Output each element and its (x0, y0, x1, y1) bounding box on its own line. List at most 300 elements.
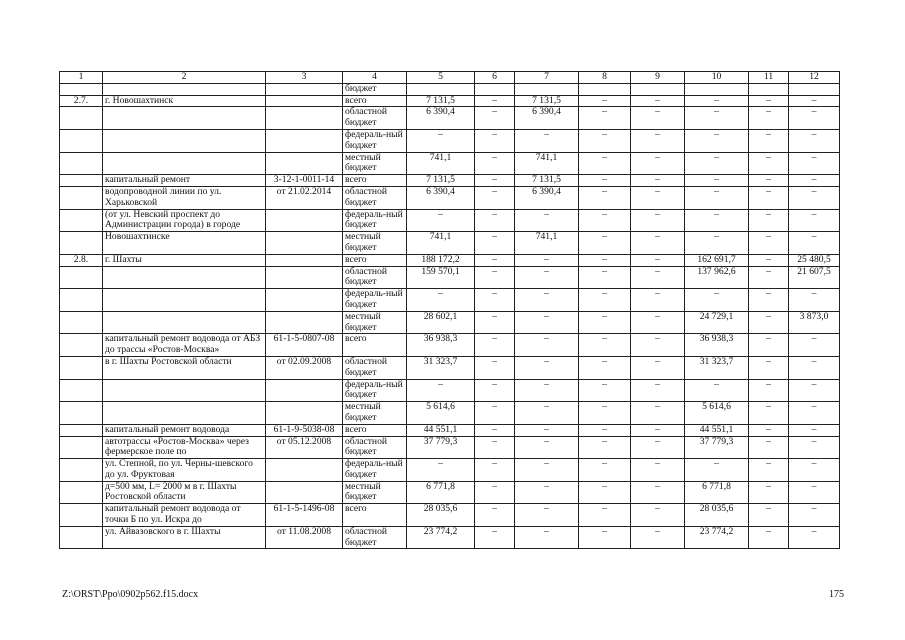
registration-number: 61-1-5-0807-08 (266, 334, 343, 357)
col-11-value: – (749, 526, 789, 549)
col-12-value: – (789, 107, 840, 130)
col-11-value: – (749, 129, 789, 152)
total-amount: 159 570,1 (407, 266, 475, 289)
col-7-value: – (515, 436, 579, 459)
col-11-value: – (749, 356, 789, 379)
col-number: 6 (475, 72, 515, 84)
col-12-value: – (789, 459, 840, 482)
item-number (60, 526, 103, 549)
col-8-value (579, 83, 631, 95)
registration-number (266, 459, 343, 482)
registration-number (266, 232, 343, 255)
col-6-value: – (475, 334, 515, 357)
col-12-value: – (789, 402, 840, 425)
item-number (60, 481, 103, 504)
col-9-value: – (631, 129, 685, 152)
col-7-value: – (515, 402, 579, 425)
object-name: г. Шахты (103, 254, 266, 266)
col-10-value: 137 962,6 (685, 266, 749, 289)
registration-number (266, 107, 343, 130)
table-row (60, 83, 840, 95)
col-12-value: – (789, 379, 840, 402)
registration-number: 61-1-5-1496-08 (266, 504, 343, 527)
col-12-value: 21 607,5 (789, 266, 840, 289)
total-amount: – (407, 379, 475, 402)
col-6-value: – (475, 481, 515, 504)
item-number (60, 334, 103, 357)
item-number (60, 209, 103, 232)
registration-number (266, 129, 343, 152)
col-7-value: – (515, 424, 579, 436)
item-number (60, 289, 103, 312)
col-9-value: – (631, 356, 685, 379)
col-8-value: – (579, 424, 631, 436)
funding-source: местный бюджет (343, 481, 407, 504)
funding-source: областной бюджет (343, 186, 407, 209)
col-12-value: – (789, 129, 840, 152)
funding-source: областной бюджет (343, 107, 407, 130)
col-7-value: 741,1 (515, 232, 579, 255)
col-10-value: – (685, 379, 749, 402)
col-7-value: – (515, 481, 579, 504)
col-7-value: 7 131,5 (515, 95, 579, 107)
col-11-value (749, 83, 789, 95)
registration-number (266, 379, 343, 402)
funding-source: всего (343, 424, 407, 436)
col-11-value: – (749, 379, 789, 402)
col-7-value: – (515, 289, 579, 312)
object-name: водопроводной линии по ул. Харьковской (103, 186, 266, 209)
col-9-value: – (631, 424, 685, 436)
col-9-value: – (631, 402, 685, 425)
object-name: (от ул. Невский проспект до Администрации города) в городе (103, 209, 266, 232)
table-row (60, 175, 840, 187)
table-row (60, 254, 840, 266)
item-number (60, 83, 103, 95)
col-11-value: – (749, 152, 789, 175)
item-number (60, 459, 103, 482)
col-11-value: – (749, 107, 789, 130)
total-amount: 741,1 (407, 152, 475, 175)
object-name: г. Новошахтинск (103, 95, 266, 107)
item-number (60, 232, 103, 255)
total-amount: – (407, 129, 475, 152)
col-10-value: 5 614,6 (685, 402, 749, 425)
col-10-value: 31 323,7 (685, 356, 749, 379)
table-row (60, 311, 840, 334)
col-9-value: – (631, 107, 685, 130)
col-11-value: – (749, 402, 789, 425)
object-name (103, 152, 266, 175)
col-11-value: – (749, 334, 789, 357)
table-row (60, 107, 840, 130)
funding-source: федераль-ный бюджет (343, 459, 407, 482)
funding-source: областной бюджет (343, 526, 407, 549)
item-number (60, 424, 103, 436)
funding-source: местный бюджет (343, 232, 407, 255)
col-8-value: – (579, 107, 631, 130)
object-name: Новошахтинске (103, 232, 266, 255)
col-11-value: – (749, 459, 789, 482)
object-name: д=500 мм, L= 2000 м в г. Шахты Ростовской области (103, 481, 266, 504)
col-7-value: – (515, 459, 579, 482)
funding-source: всего (343, 334, 407, 357)
object-name (103, 107, 266, 130)
col-6-value: – (475, 424, 515, 436)
object-name: капитальный ремонт водовода от точки Б по ул. Искра до (103, 504, 266, 527)
registration-number (266, 152, 343, 175)
table-row (60, 334, 840, 357)
col-12-value: – (789, 186, 840, 209)
col-8-value: – (579, 356, 631, 379)
col-11-value: – (749, 254, 789, 266)
funding-source: федераль-ный бюджет (343, 129, 407, 152)
col-10-value: – (685, 107, 749, 130)
col-6-value: – (475, 129, 515, 152)
registration-number (266, 266, 343, 289)
object-name: в г. Шахты Ростовской области (103, 356, 266, 379)
col-12-value (789, 83, 840, 95)
col-9-value: – (631, 152, 685, 175)
total-amount: – (407, 209, 475, 232)
object-name (103, 289, 266, 312)
registration-number (266, 289, 343, 312)
col-8-value: – (579, 266, 631, 289)
col-number: 1 (60, 72, 103, 84)
registration-number (266, 481, 343, 504)
item-number: 2.8. (60, 254, 103, 266)
col-number: 7 (515, 72, 579, 84)
total-amount: 37 779,3 (407, 436, 475, 459)
funding-source: всего (343, 254, 407, 266)
col-11-value: – (749, 95, 789, 107)
col-12-value: – (789, 481, 840, 504)
item-number (60, 266, 103, 289)
col-10-value: – (685, 289, 749, 312)
col-11-value: – (749, 186, 789, 209)
table-row (60, 402, 840, 425)
col-9-value: – (631, 266, 685, 289)
page-number: 175 (829, 589, 844, 600)
total-amount: 6 771,8 (407, 481, 475, 504)
total-amount: 7 131,5 (407, 95, 475, 107)
col-9-value: – (631, 459, 685, 482)
col-11-value: – (749, 266, 789, 289)
object-name: капитальный ремонт водовода (103, 424, 266, 436)
registration-number (266, 402, 343, 425)
col-12-value: – (789, 232, 840, 255)
object-name: капитальный ремонт (103, 175, 266, 187)
funding-source: всего (343, 504, 407, 527)
funding-source: федераль-ный бюджет (343, 209, 407, 232)
col-6-value: – (475, 459, 515, 482)
total-amount: 741,1 (407, 232, 475, 255)
registration-number (266, 209, 343, 232)
col-7-value: 741,1 (515, 152, 579, 175)
item-number (60, 107, 103, 130)
col-12-value: – (789, 526, 840, 549)
funding-source: областной бюджет (343, 356, 407, 379)
object-name (103, 311, 266, 334)
col-11-value: – (749, 232, 789, 255)
col-7-value: – (515, 266, 579, 289)
col-11-value: – (749, 209, 789, 232)
col-8-value: – (579, 175, 631, 187)
col-number: 11 (749, 72, 789, 84)
col-7-value: 7 131,5 (515, 175, 579, 187)
funding-source: областной бюджет (343, 436, 407, 459)
total-amount: 6 390,4 (407, 186, 475, 209)
col-8-value: – (579, 334, 631, 357)
col-6-value: – (475, 186, 515, 209)
item-number (60, 402, 103, 425)
table-row (60, 95, 840, 107)
col-9-value: – (631, 481, 685, 504)
col-10-value: 162 691,7 (685, 254, 749, 266)
col-11-value: – (749, 436, 789, 459)
total-amount: 31 323,7 (407, 356, 475, 379)
item-number (60, 186, 103, 209)
table-row (60, 232, 840, 255)
item-number (60, 129, 103, 152)
col-9-value: – (631, 504, 685, 527)
col-6-value: – (475, 436, 515, 459)
total-amount: 28 602,1 (407, 311, 475, 334)
object-name (103, 379, 266, 402)
col-10-value: 23 774,2 (685, 526, 749, 549)
col-12-value: – (789, 289, 840, 312)
col-number: 2 (103, 72, 266, 84)
col-7-value: – (515, 129, 579, 152)
table-row (60, 266, 840, 289)
col-number: 8 (579, 72, 631, 84)
col-12-value: 25 480,5 (789, 254, 840, 266)
item-number: 2.7. (60, 95, 103, 107)
col-7-value: – (515, 504, 579, 527)
col-6-value: – (475, 289, 515, 312)
col-6-value: – (475, 152, 515, 175)
col-7-value (515, 83, 579, 95)
object-name (103, 266, 266, 289)
col-8-value: – (579, 209, 631, 232)
col-11-value: – (749, 481, 789, 504)
item-number (60, 356, 103, 379)
registration-number: от 02.09.2008 (266, 356, 343, 379)
col-10-value: 36 938,3 (685, 334, 749, 357)
object-name (103, 83, 266, 95)
col-12-value: – (789, 424, 840, 436)
item-number (60, 379, 103, 402)
column-numbers-row (60, 72, 840, 84)
col-7-value: – (515, 254, 579, 266)
total-amount: – (407, 289, 475, 312)
col-12-value: – (789, 209, 840, 232)
col-6-value: – (475, 379, 515, 402)
col-9-value: – (631, 95, 685, 107)
total-amount: 188 172,2 (407, 254, 475, 266)
col-7-value: 6 390,4 (515, 186, 579, 209)
object-name (103, 129, 266, 152)
col-12-value: – (789, 152, 840, 175)
col-10-value: – (685, 459, 749, 482)
table-row (60, 526, 840, 549)
col-11-value: – (749, 424, 789, 436)
col-8-value: – (579, 95, 631, 107)
col-10-value: 37 779,3 (685, 436, 749, 459)
total-amount: 5 614,6 (407, 402, 475, 425)
col-number: 10 (685, 72, 749, 84)
registration-number: 61-1-9-5038-08 (266, 424, 343, 436)
col-7-value: 6 390,4 (515, 107, 579, 130)
col-10-value: – (685, 186, 749, 209)
funding-source: бюджет (343, 83, 407, 95)
col-9-value: – (631, 209, 685, 232)
col-11-value: – (749, 289, 789, 312)
col-6-value: – (475, 95, 515, 107)
table-row (60, 436, 840, 459)
col-10-value: – (685, 129, 749, 152)
col-8-value: – (579, 186, 631, 209)
col-6-value: – (475, 266, 515, 289)
col-number: 4 (343, 72, 407, 84)
col-8-value: – (579, 481, 631, 504)
col-11-value: – (749, 175, 789, 187)
col-6-value: – (475, 402, 515, 425)
table-row (60, 379, 840, 402)
col-6-value: – (475, 232, 515, 255)
table-row (60, 424, 840, 436)
col-number: 3 (266, 72, 343, 84)
table-row (60, 129, 840, 152)
registration-number (266, 95, 343, 107)
table-row (60, 459, 840, 482)
col-10-value: – (685, 209, 749, 232)
col-8-value: – (579, 526, 631, 549)
total-amount: 36 938,3 (407, 334, 475, 357)
col-8-value: – (579, 459, 631, 482)
col-10-value: 24 729,1 (685, 311, 749, 334)
col-8-value: – (579, 232, 631, 255)
col-6-value (475, 83, 515, 95)
col-10-value: – (685, 175, 749, 187)
item-number (60, 152, 103, 175)
col-12-value: – (789, 334, 840, 357)
registration-number: от 11.08.2008 (266, 526, 343, 549)
col-6-value: – (475, 526, 515, 549)
col-7-value: – (515, 379, 579, 402)
col-9-value: – (631, 334, 685, 357)
col-12-value: – (789, 504, 840, 527)
col-6-value: – (475, 209, 515, 232)
registration-number: от 21.02.2014 (266, 186, 343, 209)
col-10-value (685, 83, 749, 95)
col-6-value: – (475, 254, 515, 266)
item-number (60, 311, 103, 334)
total-amount: 6 390,4 (407, 107, 475, 130)
col-10-value: 44 551,1 (685, 424, 749, 436)
col-8-value: – (579, 152, 631, 175)
col-8-value: – (579, 289, 631, 312)
registration-number: от 05.12.2008 (266, 436, 343, 459)
col-8-value: – (579, 379, 631, 402)
col-9-value: – (631, 232, 685, 255)
col-11-value: – (749, 311, 789, 334)
table-row (60, 504, 840, 527)
col-6-value: – (475, 504, 515, 527)
object-name: автотрассы «Ростов-Москва» через фермерское поле по (103, 436, 266, 459)
col-9-value: – (631, 436, 685, 459)
table-row (60, 289, 840, 312)
col-9-value: – (631, 379, 685, 402)
col-number: 5 (407, 72, 475, 84)
table-row (60, 209, 840, 232)
col-7-value: – (515, 334, 579, 357)
registration-number (266, 83, 343, 95)
registration-number: 3-12-1-0011-14 (266, 175, 343, 187)
object-name: ул. Айвазовского в г. Шахты (103, 526, 266, 549)
registration-number (266, 254, 343, 266)
col-8-value: – (579, 504, 631, 527)
col-8-value: – (579, 311, 631, 334)
col-10-value: – (685, 152, 749, 175)
col-7-value: – (515, 209, 579, 232)
funding-source: местный бюджет (343, 152, 407, 175)
col-6-value: – (475, 356, 515, 379)
col-10-value: 6 771,8 (685, 481, 749, 504)
total-amount: 44 551,1 (407, 424, 475, 436)
col-7-value: – (515, 311, 579, 334)
col-8-value: – (579, 129, 631, 152)
funding-source: местный бюджет (343, 402, 407, 425)
col-8-value: – (579, 436, 631, 459)
col-12-value: 3 873,0 (789, 311, 840, 334)
col-number: 12 (789, 72, 840, 84)
total-amount: 28 035,6 (407, 504, 475, 527)
col-9-value: – (631, 526, 685, 549)
total-amount (407, 83, 475, 95)
col-9-value: – (631, 311, 685, 334)
table-row (60, 356, 840, 379)
item-number (60, 504, 103, 527)
total-amount: 7 131,5 (407, 175, 475, 187)
total-amount: 23 774,2 (407, 526, 475, 549)
total-amount: – (407, 459, 475, 482)
item-number (60, 436, 103, 459)
col-12-value: – (789, 95, 840, 107)
col-12-value: – (789, 175, 840, 187)
col-7-value: – (515, 526, 579, 549)
funding-source: федераль-ный бюджет (343, 289, 407, 312)
col-12-value: – (789, 356, 840, 379)
table-row (60, 481, 840, 504)
col-9-value (631, 83, 685, 95)
funding-source: областной бюджет (343, 266, 407, 289)
col-9-value: – (631, 175, 685, 187)
budget-table (59, 71, 840, 549)
col-8-value: – (579, 402, 631, 425)
col-6-value: – (475, 311, 515, 334)
col-6-value: – (475, 107, 515, 130)
funding-source: всего (343, 95, 407, 107)
col-11-value: – (749, 504, 789, 527)
col-12-value: – (789, 436, 840, 459)
col-8-value: – (579, 254, 631, 266)
col-10-value: – (685, 232, 749, 255)
registration-number (266, 311, 343, 334)
item-number (60, 175, 103, 187)
table-row (60, 186, 840, 209)
table-row (60, 152, 840, 175)
